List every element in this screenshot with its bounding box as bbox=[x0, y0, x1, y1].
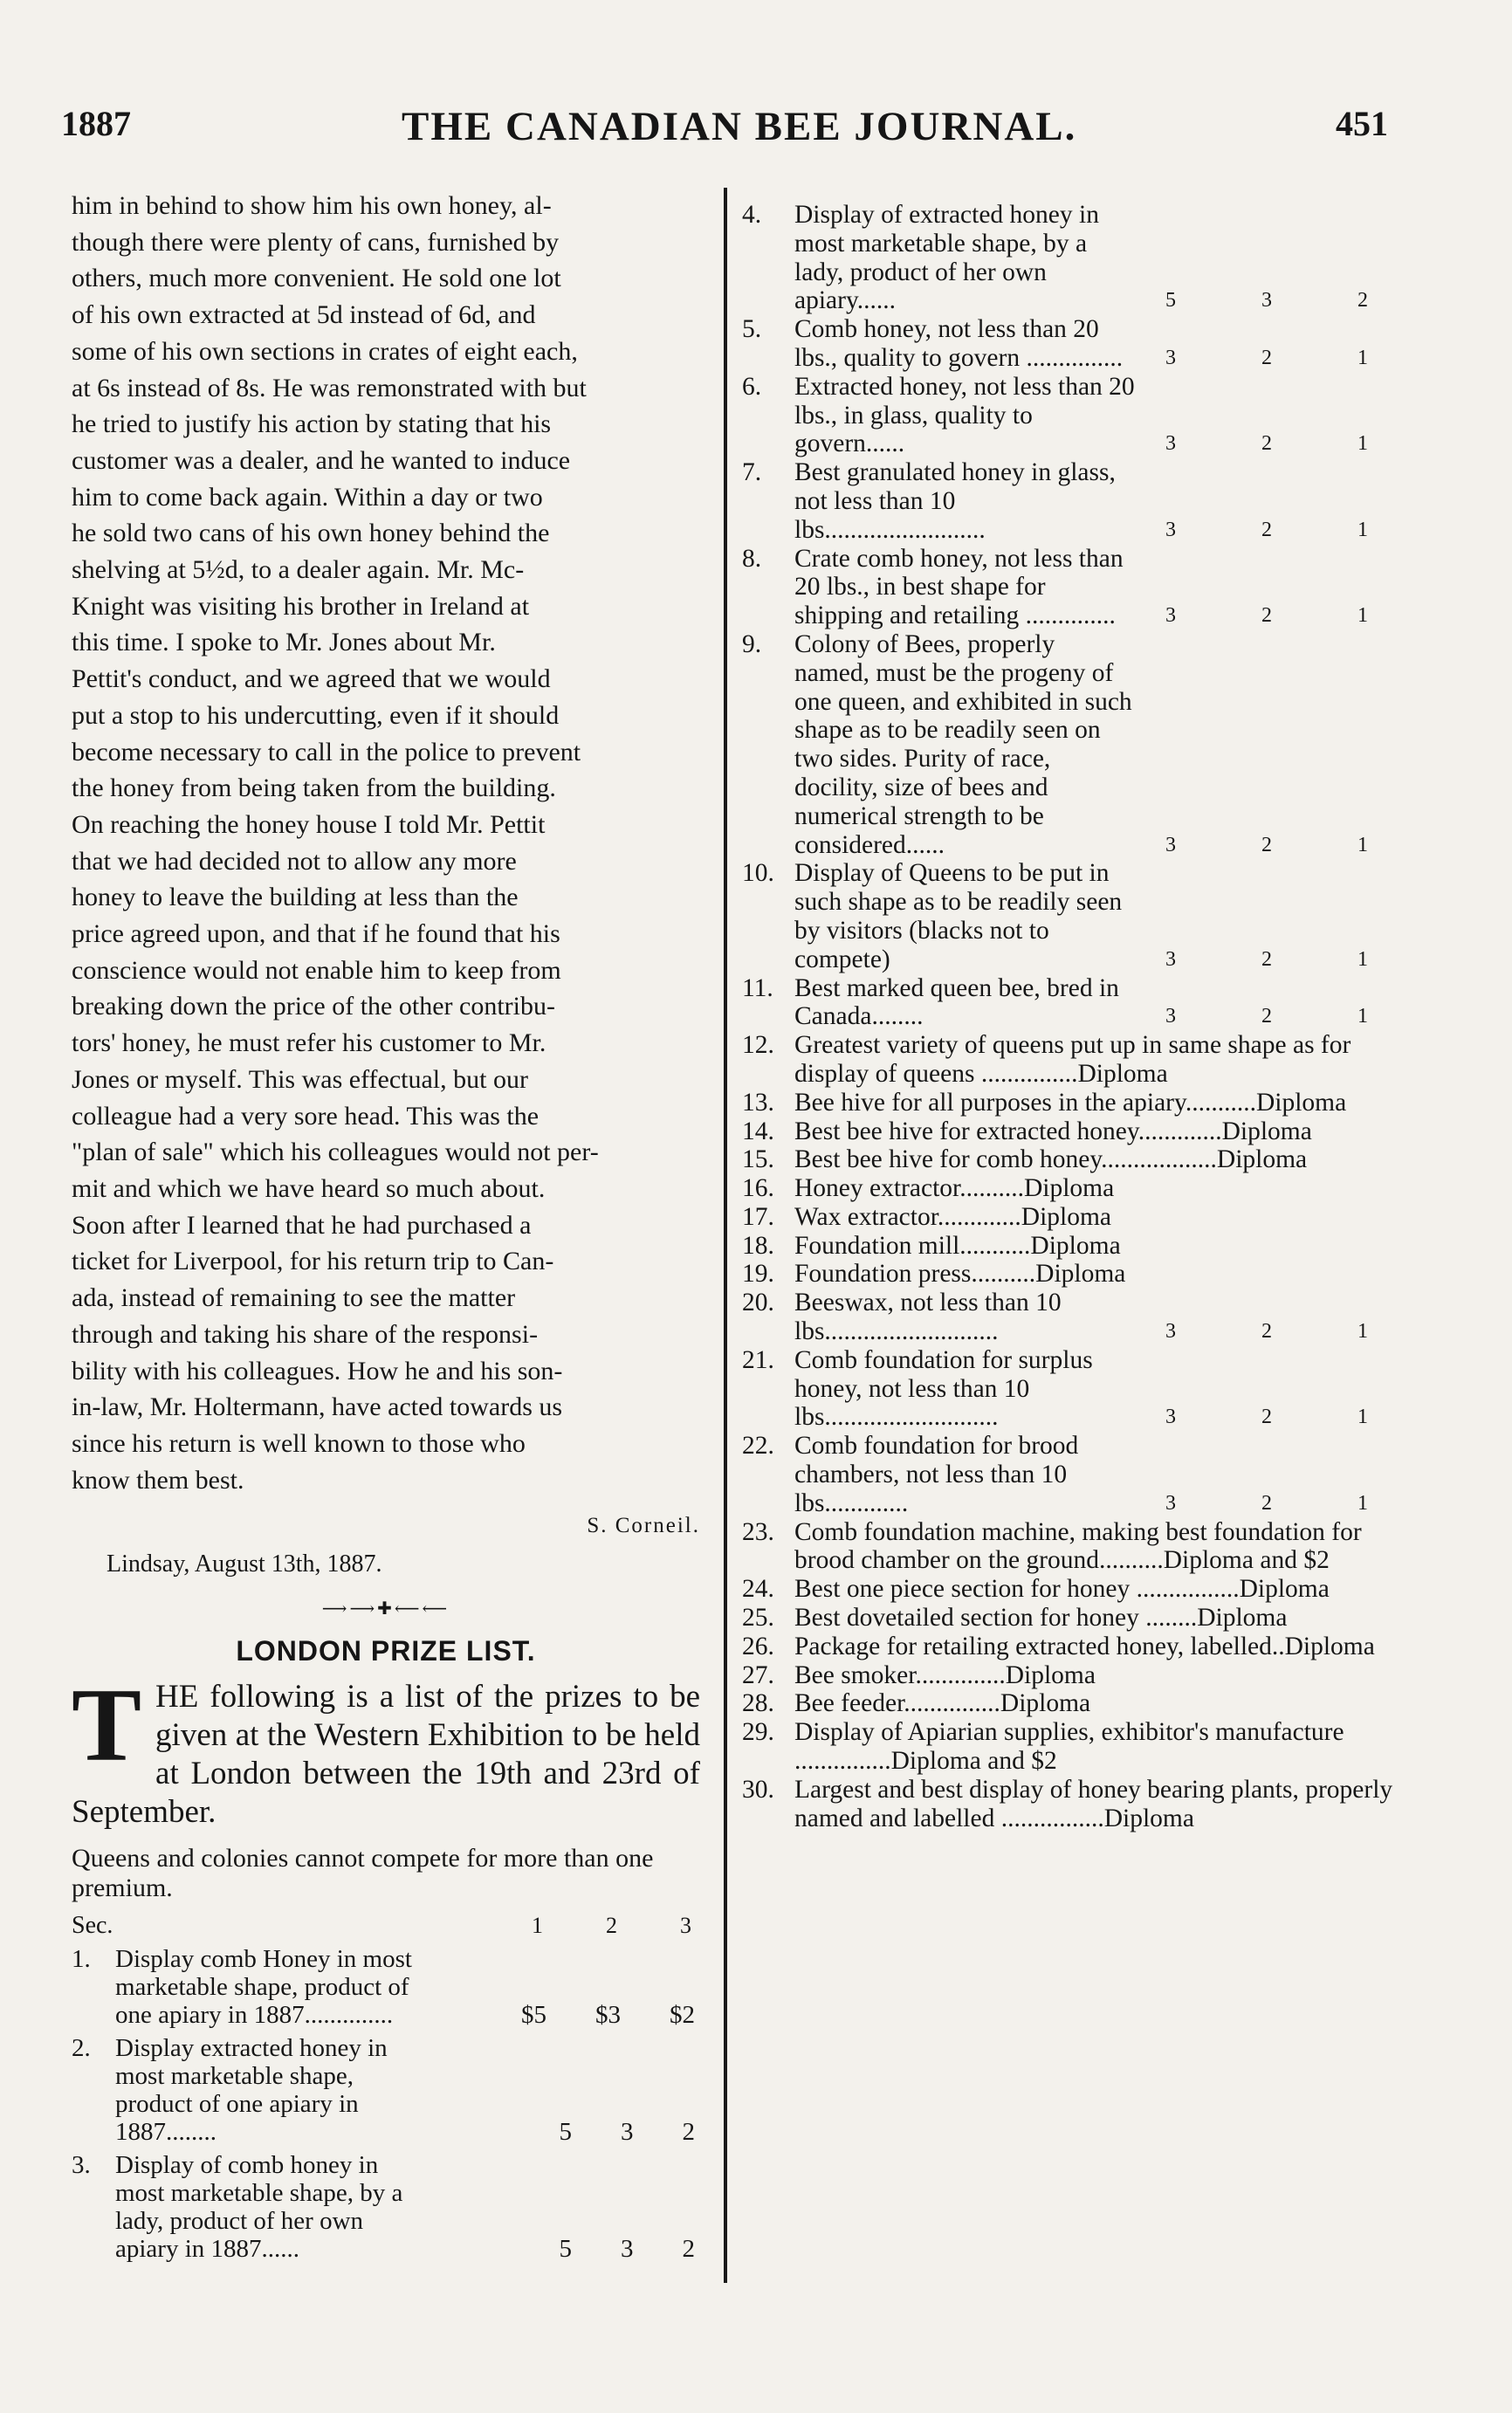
entry-description: Extracted honey, not less than 20 lbs., in glass, quality to govern...... bbox=[794, 372, 1135, 458]
entry-number: 24. bbox=[742, 1575, 774, 1604]
prize-amounts bbox=[1135, 1289, 1462, 1346]
entry-description: Bee smoker..............Diploma bbox=[794, 1660, 1096, 1689]
prize-1: 5 bbox=[559, 2235, 572, 2264]
prize-2: 2 bbox=[1261, 1406, 1272, 1429]
text-line: conscience would not enable him to keep from bbox=[72, 955, 561, 985]
prize-2: 3 bbox=[1261, 289, 1272, 313]
entry-description: Display of comb honey in most marketable shape, by a lady, product of her own apiary in 1887...... bbox=[115, 2151, 403, 2264]
prize-3: 2 bbox=[682, 2118, 695, 2147]
entry-number: 11. bbox=[742, 973, 773, 1002]
prize-amounts bbox=[430, 1945, 700, 2029]
prize-entry bbox=[738, 974, 1462, 1032]
prize-2: 2 bbox=[1261, 346, 1272, 369]
prize-list-left bbox=[72, 1912, 700, 2263]
prize-entry bbox=[72, 2034, 700, 2146]
prize-3: 1 bbox=[1357, 1320, 1368, 1344]
dateline: Lindsay, August 13th, 1887. bbox=[107, 1550, 382, 1578]
prize-3: $2 bbox=[670, 2001, 695, 2030]
prize-3: 1 bbox=[1357, 432, 1368, 456]
prize-amounts bbox=[1135, 458, 1462, 544]
entry-description: Display comb Honey in most marketable shape, product of one apiary in 1887.............. bbox=[115, 1945, 412, 2030]
entry-description: Comb foundation machine, making best foundation for brood chamber on the ground..........Diploma and $2 bbox=[794, 1517, 1362, 1575]
page-number: 451 bbox=[1336, 104, 1388, 143]
entry-number: 14. bbox=[742, 1117, 774, 1145]
prize-entry bbox=[738, 1518, 1462, 1576]
prize-entry bbox=[738, 1633, 1462, 1661]
prize-entry bbox=[738, 458, 1462, 544]
prize-amounts bbox=[1135, 201, 1462, 315]
text-line: him in behind to show him his own honey, al- bbox=[72, 191, 552, 220]
entry-number: 16. bbox=[742, 1174, 774, 1203]
prize-3: 2 bbox=[1357, 289, 1368, 313]
text-line: Pettit's conduct, and we agreed that we would bbox=[72, 664, 551, 694]
entry-number: 21. bbox=[742, 1345, 774, 1374]
prize-2: 2 bbox=[1261, 1320, 1272, 1344]
section-heading: LONDON PRIZE LIST. bbox=[236, 1635, 536, 1667]
entry-number: 22. bbox=[742, 1432, 774, 1461]
text-line: colleague had a very sore head. This was the bbox=[72, 1101, 540, 1131]
right-column bbox=[738, 201, 1462, 1832]
prize-column-headers bbox=[532, 1912, 700, 1940]
entry-number: 3. bbox=[72, 2151, 91, 2180]
entry-description: Greatest variety of queens put up in same shape as for display of queens ...............Diploma bbox=[794, 1031, 1351, 1088]
entry-description: Foundation press..........Diploma bbox=[794, 1260, 1126, 1289]
sec-label: Sec. bbox=[72, 1912, 113, 1940]
entry-description: Display of Apiarian supplies, exhibitor's manufacture ...............Diploma and $2 bbox=[794, 1718, 1344, 1776]
prize-amounts bbox=[1135, 373, 1462, 458]
prize-entry bbox=[738, 1718, 1462, 1776]
prize-3: 1 bbox=[1357, 947, 1368, 971]
prize-amounts bbox=[1135, 1346, 1462, 1432]
prize-amounts bbox=[1135, 315, 1462, 373]
prize-1: $5 bbox=[521, 2001, 546, 2030]
text-line: some of his own sections in crates of eight each, bbox=[72, 336, 578, 366]
entry-description: Colony of Bees, properly named, must be the progeny of one queen, and exhibited in such shape as to be readily seen on two sides. Purity of race, docility, size of bees and numerical strength to be considered...... bbox=[794, 629, 1132, 859]
entry-description: Display extracted honey in most marketable shape, product of one apiary in 1887........ bbox=[115, 2034, 388, 2147]
entry-description: Best bee hive for extracted honey.............Diploma bbox=[794, 1117, 1312, 1145]
prize-header-1: 1 bbox=[532, 1913, 543, 1939]
text-line: though there were plenty of cans, furnished by bbox=[72, 227, 560, 257]
prize-entry bbox=[738, 1289, 1462, 1346]
text-line: bility with his colleagues. How he and his son- bbox=[72, 1356, 563, 1385]
prize-header-3: 3 bbox=[680, 1913, 691, 1939]
entry-number: 13. bbox=[742, 1088, 774, 1117]
prize-entry bbox=[738, 373, 1462, 458]
prize-2: 2 bbox=[1261, 1005, 1272, 1028]
prize-2: 2 bbox=[1261, 604, 1272, 628]
author-signature: S. Corneil. bbox=[587, 1514, 700, 1538]
text-line: ticket for Liverpool, for his return trip to Can- bbox=[72, 1247, 554, 1276]
text-line: put a stop to his undercutting, even if it should bbox=[72, 700, 560, 730]
entry-number: 2. bbox=[72, 2034, 91, 2063]
page-year: 1887 bbox=[61, 104, 131, 143]
prize-amounts bbox=[1135, 630, 1462, 859]
prize-entry bbox=[738, 1232, 1462, 1261]
entry-description: Wax extractor.............Diploma bbox=[794, 1202, 1112, 1231]
text-line: that we had decided not to allow any more bbox=[72, 846, 517, 876]
text-line: customer was a dealer, and he wanted to induce bbox=[72, 445, 571, 475]
prize-1: 3 bbox=[1165, 1406, 1176, 1429]
prize-3: 1 bbox=[1357, 1005, 1368, 1028]
entry-number: 6. bbox=[742, 372, 762, 401]
prize-entry bbox=[738, 1260, 1462, 1289]
entry-description: Best marked queen bee, bred in Canada........ bbox=[794, 973, 1119, 1031]
prize-3: 1 bbox=[1357, 833, 1368, 856]
prize-1: 3 bbox=[1165, 1005, 1176, 1028]
text-line: this time. I spoke to Mr. Jones about Mr. bbox=[72, 628, 496, 657]
prize-entry bbox=[738, 201, 1462, 315]
prize-list-right bbox=[738, 201, 1462, 1832]
text-line: honey to leave the building at less than the bbox=[72, 883, 519, 912]
prize-2: 2 bbox=[1261, 518, 1272, 541]
entry-description: Foundation mill...........Diploma bbox=[794, 1231, 1121, 1260]
text-line: shelving at 5½d, to a dealer again. Mr. Mc- bbox=[72, 555, 525, 585]
prize-header-2: 2 bbox=[606, 1913, 617, 1939]
prize-1: 5 bbox=[1165, 289, 1176, 313]
prize-entry bbox=[738, 315, 1462, 373]
prize-entry bbox=[738, 1575, 1462, 1604]
drop-cap: T bbox=[72, 1667, 142, 1784]
text-line: through and taking his share of the responsi- bbox=[72, 1319, 539, 1349]
entry-description: Display of extracted honey in most marketable shape, by a lady, product of her own apiary...... bbox=[794, 201, 1099, 315]
entry-number: 15. bbox=[742, 1145, 774, 1174]
prize-entry bbox=[738, 1174, 1462, 1203]
prize-2: 2 bbox=[1261, 1491, 1272, 1515]
entry-number: 19. bbox=[742, 1260, 774, 1289]
entry-description: Crate comb honey, not less than 20 lbs., in best shape for shipping and retailing .............. bbox=[794, 544, 1124, 630]
entry-description: Comb foundation for surplus honey, not less than 10 lbs........................... bbox=[794, 1345, 1093, 1432]
entry-number: 9. bbox=[742, 629, 762, 658]
column-divider bbox=[724, 188, 727, 2283]
prize-entry bbox=[72, 1945, 700, 2029]
text-line: Jones or myself. This was effectual, but our bbox=[72, 1064, 528, 1094]
text-line: him to come back again. Within a day or two bbox=[72, 482, 543, 512]
text-line: On reaching the honey house I told Mr. Pettit bbox=[72, 809, 546, 839]
text-line: the honey from being taken from the building. bbox=[72, 773, 556, 803]
prize-entry bbox=[738, 1689, 1462, 1718]
left-column bbox=[72, 188, 700, 2263]
prize-entry bbox=[738, 1203, 1462, 1232]
entry-description: Best bee hive for comb honey..................Diploma bbox=[794, 1145, 1308, 1174]
prize-1: 3 bbox=[1165, 1491, 1176, 1515]
entry-description: Comb foundation for brood chambers, not less than 10 lbs............. bbox=[794, 1432, 1079, 1517]
prize-entry bbox=[738, 630, 1462, 859]
prize-amounts bbox=[1135, 1432, 1462, 1517]
entry-description: Best granulated honey in glass, not less than 10 lbs......................... bbox=[794, 458, 1116, 544]
prize-amounts bbox=[1135, 974, 1462, 1032]
prize-1: 3 bbox=[1165, 604, 1176, 628]
eligibility-note: Queens and colonies cannot compete for more than one premium. bbox=[72, 1844, 654, 1903]
prize-1: 3 bbox=[1165, 947, 1176, 971]
prize-1: 3 bbox=[1165, 518, 1176, 541]
entry-number: 8. bbox=[742, 544, 762, 573]
entry-number: 7. bbox=[742, 458, 762, 487]
intro-paragraph bbox=[72, 1667, 700, 1832]
prize-1: 3 bbox=[1165, 1320, 1176, 1344]
entry-description: Package for retailing extracted honey, labelled..Diploma bbox=[794, 1632, 1375, 1660]
prize-entry bbox=[738, 1346, 1462, 1432]
entry-number: 20. bbox=[742, 1289, 774, 1317]
entry-description: Beeswax, not less than 10 lbs........................... bbox=[794, 1289, 1062, 1346]
prize-entry bbox=[738, 1661, 1462, 1690]
left-entries bbox=[72, 1945, 700, 2263]
entry-number: 17. bbox=[742, 1202, 774, 1231]
prize-2: 2 bbox=[1261, 432, 1272, 456]
text-line: ada, instead of remaining to see the matter bbox=[72, 1283, 516, 1313]
text-line: others, much more convenient. He sold one lot bbox=[72, 264, 561, 293]
entry-description: Bee hive for all purposes in the apiary...........Diploma bbox=[794, 1088, 1347, 1117]
prize-3: 1 bbox=[1357, 604, 1368, 628]
entry-number: 10. bbox=[742, 859, 774, 888]
entry-description: Comb honey, not less than 20 lbs., quality to govern ............... bbox=[794, 315, 1124, 372]
text-line: "plan of sale" which his colleagues would not per- bbox=[72, 1138, 599, 1167]
prize-entry bbox=[738, 859, 1462, 973]
prize-1: 5 bbox=[559, 2118, 572, 2147]
prize-2: $3 bbox=[595, 2001, 621, 2030]
prize-2: 3 bbox=[621, 2235, 634, 2264]
entry-description: Display of Queens to be put in such shape as to be readily seen by visitors (blacks not to compete) bbox=[794, 859, 1123, 973]
prize-3: 1 bbox=[1357, 346, 1368, 369]
text-line: become necessary to call in the police to prevent bbox=[72, 737, 581, 767]
entry-number: 5. bbox=[742, 315, 762, 344]
article-continuation bbox=[72, 188, 700, 1498]
text-line: at 6s instead of 8s. He was remonstrated with but bbox=[72, 373, 587, 402]
entry-number: 1. bbox=[72, 1945, 91, 1974]
text-line: price agreed upon, and that if he found that his bbox=[72, 919, 560, 949]
text-line: Soon after I learned that he had purchased a bbox=[72, 1210, 532, 1240]
prize-3: 1 bbox=[1357, 1491, 1368, 1515]
prize-amounts bbox=[430, 2151, 700, 2263]
text-line: he sold two cans of his own honey behind the bbox=[72, 519, 550, 548]
text-line: breaking down the price of the other contribu- bbox=[72, 992, 555, 1021]
prize-1: 3 bbox=[1165, 346, 1176, 369]
text-line: since his return is well known to those who bbox=[72, 1428, 526, 1458]
entry-description: Honey extractor..........Diploma bbox=[794, 1174, 1115, 1203]
page-header bbox=[52, 103, 1388, 155]
prize-1: 3 bbox=[1165, 833, 1176, 856]
entry-number: 27. bbox=[742, 1660, 774, 1689]
text-line: of his own extracted at 5d instead of 6d, and bbox=[72, 300, 536, 330]
prize-entry bbox=[738, 1432, 1462, 1517]
entry-number: 23. bbox=[742, 1517, 774, 1546]
text-line: know them best. bbox=[72, 1465, 244, 1495]
entry-number: 26. bbox=[742, 1632, 774, 1660]
prize-amounts bbox=[1135, 545, 1462, 630]
prize-3: 2 bbox=[682, 2235, 695, 2264]
prize-amounts bbox=[430, 2034, 700, 2146]
entry-number: 30. bbox=[742, 1775, 774, 1804]
text-line: in-law, Mr. Holtermann, have acted towards us bbox=[72, 1392, 563, 1422]
entry-number: 28. bbox=[742, 1689, 774, 1718]
prize-entry bbox=[738, 1117, 1462, 1146]
text-line: mit and which we have heard so much about. bbox=[72, 1173, 546, 1203]
entry-description: Bee feeder...............Diploma bbox=[794, 1689, 1091, 1718]
prize-entry bbox=[72, 2151, 700, 2263]
prize-entry bbox=[738, 1604, 1462, 1633]
entry-number: 29. bbox=[742, 1718, 774, 1747]
prize-2: 2 bbox=[1261, 947, 1272, 971]
prize-3: 1 bbox=[1357, 1406, 1368, 1429]
prize-entry bbox=[738, 545, 1462, 630]
entry-description: Best one piece section for honey ................Diploma bbox=[794, 1575, 1330, 1604]
text-line: tors' honey, he must refer his customer to Mr. bbox=[72, 1028, 546, 1058]
text-line: Knight was visiting his brother in Ireland at bbox=[72, 591, 530, 621]
entry-number: 18. bbox=[742, 1231, 774, 1260]
entry-description: Best dovetailed section for honey ........Diploma bbox=[794, 1604, 1288, 1633]
entry-number: 12. bbox=[742, 1031, 774, 1060]
prize-3: 1 bbox=[1357, 518, 1368, 541]
text-line: he tried to justify his action by stating that his bbox=[72, 409, 552, 439]
prize-2: 3 bbox=[621, 2118, 634, 2147]
intro-text: HE following is a list of the prizes to be given at the Western Exhibition to be held at London between the 19th and 23rd of September. bbox=[72, 1679, 700, 1831]
section-ornament: ⟶⟶✚⟵⟵ bbox=[321, 1599, 450, 1619]
entry-number: 25. bbox=[742, 1604, 774, 1633]
prize-entry bbox=[738, 1089, 1462, 1117]
prize-2: 2 bbox=[1261, 833, 1272, 856]
prize-entry bbox=[738, 1031, 1462, 1089]
entry-number: 4. bbox=[742, 201, 762, 229]
entry-description: Largest and best display of honey bearing plants, properly named and labelled ................Diploma bbox=[794, 1775, 1393, 1832]
prize-amounts bbox=[1135, 859, 1462, 973]
prize-1: 3 bbox=[1165, 432, 1176, 456]
prize-entry bbox=[738, 1776, 1462, 1833]
journal-title: THE CANADIAN BEE JOURNAL. bbox=[402, 104, 1077, 149]
prize-entry bbox=[738, 1145, 1462, 1174]
